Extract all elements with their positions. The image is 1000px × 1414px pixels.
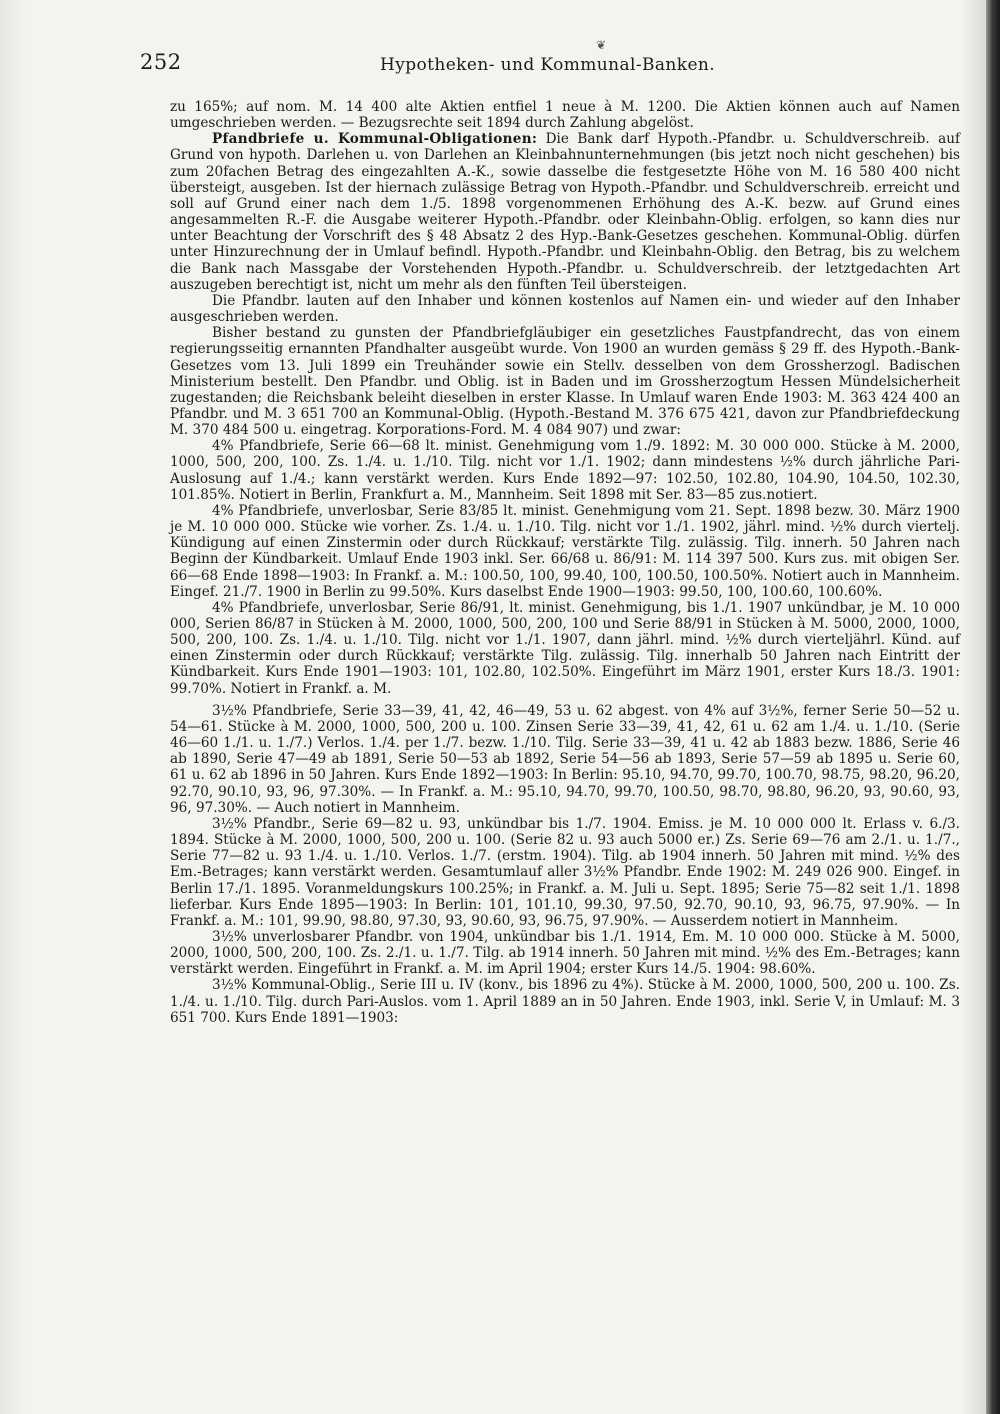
section-text: Die Bank darf Hypoth.-Pfandbr. u. Schuldverschreib. auf Grund von hypoth. Darlehen u. von Darlehen an Kleinbahnunternehmungen (bis jetzt noch nicht geschehen) bis zum 20fachen Betrag des eingezahlten A.-K., sowie dasselbe die festgesetzte Höhe von M. 16 580 400 nicht übersteigt, ausgeben. Ist der hiernach zulässige Betrag von Hypoth.-Pfandbr. und Schuldverschreib. erreicht und soll auf Grund einer nach dem 1./5. 1898 vorgenommenen Erhöhung des A.-K. bezw. auf Grund eines angesammelten R.-F. die Ausgabe weiterer Hypoth.-Pfandbr. oder Kleinbahn-Oblig. erfolgen, so kann dies nur unter Beachtung der Vorschrift des § 48 Absatz 2 des Hyp.-Bank-Gesetzes geschehen. Kommunal-Oblig. dürfen unter Hinzurechnung der in Umlauf befindl. Hypoth.-Pfandbr. und Kleinbahn-Oblig. den Betrag, bis zu welchem die Bank nach Massgabe der Vorstehenden Hypoth.-Pfandbr. u. Schuldverschreib. der letztgedachten Art auszugeben berechtigt ist, nicht um mehr als den fünften Teil übersteigen. (170, 131, 960, 293)
scan-shadow-edge (986, 0, 1000, 1414)
paragraph-3half-serie-33-62: 3½% Pfandbriefe, Serie 33—39, 41, 42, 46—49, 53 u. 62 abgest. von 4% auf 3½%, ferner Serie 50—52 u. 54—61. Stücke à M. 2000, 1000, 500, 200 u. 100. Zinsen Serie 33—39, 41, 42, 61 u. 62 am 1./4. u. 1./10. (Serie 46—60 1./1. u. 1./7.) Verlos. 1./4. per 1./7. bezw. 1./10. Tilg. Serie 33—39, 41 u. 42 ab 1883 bezw. 1886, Serie 46 ab 1890, Serie 47—49 ab 1891, Serie 50—53 ab 1892, Serie 54—56 ab 1893, Serie 57—59 ab 1895 u. Serie 60, 61 u. 62 ab 1896 in 50 Jahren. Kurs Ende 1892—1903: In Berlin: 95.10, 94.70, 99.70, 100.70, 98.75, 98.20, 96.20, 92.70, 90.10, 93, 96, 97.30%. — In Frankf. a. M.: 95.10, 94.70, 99.70, 100.50, 98.70, 98.80, 96.20, 93, 90.60, 93, 96, 97.30%. — Auch notiert in Mannheim. (170, 702, 960, 816)
paragraph-faustpfandrecht: Bisher bestand zu gunsten der Pfandbriefgläubiger ein gesetzliches Faustpfandrecht, das von einem regierungsseitig ernannten Pfandhalter ausgeübt wurde. Von 1900 an wurden gemäss § 29 ff. des Hypoth.-Bank-Gesetzes vom 13. Juli 1899 ein Treuhänder sowie ein Stellv. desselben von dem Grossherzogl. Badischen Ministerium bestellt. Den Pfandbr. und Oblig. ist in Baden und im Grossherzogtum Hessen Mündelsicherheit zugestanden; die Reichsbank beleiht dieselben in erster Klasse. In Umlauf waren Ende 1903: M. 363 424 400 an Pfandbr. und M. 3 651 700 an Kommunal-Oblig. (Hypoth.-Bestand M. 376 675 421, davon zur Pfandbriefdeckung M. 370 484 500 u. eingetrag. Korporations-Ford. M. 4 084 907) und zwar: (170, 325, 960, 439)
paragraph-intro: zu 165%; auf nom. M. 14 400 alte Aktien entfiel 1 neue à M. 1200. Die Aktien können auch auf Namen umgeschrieben werden. — Bezugsrechte seit 1894 durch Zahlung abgelöst. (170, 99, 960, 132)
running-title: Hypotheken- und Kommunal-Banken. (380, 55, 716, 75)
paragraph-inhaber: Die Pfandbr. lauten auf den Inhaber und können kostenlos auf Namen ein- und wieder auf den Inhaber ausgeschrieben werden. (170, 292, 960, 326)
page-number: 252 (140, 50, 182, 74)
ornament-icon: ❦ (596, 38, 607, 52)
page-header (140, 38, 940, 84)
paragraph-4pct-serie-83-85: 4% Pfandbriefe, unverlosbar, Serie 83/85 lt. minist. Genehmigung vom 21. Sept. 1898 bezw. 30. März 1900 je M. 10 000 000. Stücke wie vorher. Zs. 1./4. u. 1./10. Tilg. nicht vor 1./1. 1902, jährl. mind. ½% durch viertelj. Kündigung auf einen Zinstermin oder durch Rückkauf; verstärkte Tilg. zulässig. Tilg. innerh. 50 Jahren nach Beginn der Kündbarkeit. Umlauf Ende 1903 inkl. Ser. 66/68 u. 86/91: M. 114 397 500. Kurs zus. mit obigen Ser. 66—68 Ende 1898—1903: In Frankf. a. M.: 100.50, 100, 99.40, 100, 100.50, 100.50%. Notiert auch in Mannheim. Eingef. 21./7. 1900 in Berlin zu 99.50%. Kurs daselbst Ende 1900—1903: 99.50, 100, 100.60, 100.60%. (170, 502, 960, 600)
paragraph-pfandbriefe-section (170, 131, 960, 293)
body-text (170, 99, 960, 1026)
paragraph-3half-unverlosbar-1904: 3½% unverlosbarer Pfandbr. von 1904, unkündbar bis 1./1. 1914, Em. M. 10 000 000. Stücke à M. 5000, 2000, 1000, 500, 200, 100. Zs. 2./1. u. 1./7. Tilg. ab 1914 innerh. 50 Jahren mit mind. ½% des Em.-Betrages; kann verstärkt werden. Eingeführt in Frankf. a. M. im April 1904; erster Kurs 14./5. 1904: 98.60%. (170, 928, 960, 978)
section-heading: Pfandbriefe u. Kommunal-Obligationen: (212, 131, 538, 148)
paragraph-3half-serie-69-93: 3½% Pfandbr., Serie 69—82 u. 93, unkündbar bis 1./7. 1904. Emiss. je M. 10 000 000 lt. Erlass v. 6./3. 1894. Stücke à M. 2000, 1000, 500, 200 u. 100. (Serie 82 u. 93 auch 5000 er.) Zs. Serie 69—76 am 2./1. u. 1./7., Serie 77—82 u. 93 1./4. u. 1./10. Verlos. 1./7. (erstm. 1904). Tilg. ab 1904 innerh. 50 Jahren mit mind. ½% des Em.-Betrages; kann verstärkt werden. Gesamtumlauf aller 3½% Pfandbr. Ende 1902: M. 249 026 900. Eingef. in Berlin 17./1. 1895. Voranmeldungskurs 100.25%; in Frankf. a. M. Juli u. Sept. 1895; Serie 75—82 seit 1./1. 1898 lieferbar. Kurs Ende 1895—1903: In Berlin: 101, 101.10, 99.30, 97.50, 92.70, 90.10, 93, 96.75, 97.90%. — In Frankf. a. M.: 101, 99.90, 98.80, 97.30, 93, 90.60, 93, 96.75, 97.90%. — Ausserdem notiert in Mannheim. (170, 815, 960, 929)
paragraph-3half-kommunal-oblig: 3½% Kommunal-Oblig., Serie III u. IV (konv., bis 1896 zu 4%). Stücke à M. 2000, 1000, 500, 200 u. 100. Zs. 1./4. u. 1./10. Tilg. durch Pari-Auslos. vom 1. April 1889 an in 50 Jahren. Ende 1903, inkl. Serie V, in Umlauf: M. 3 651 700. Kurs Ende 1891—1903: (170, 977, 960, 1026)
paragraph-4pct-serie-66-68: 4% Pfandbriefe, Serie 66—68 lt. minist. Genehmigung vom 1./9. 1892: M. 30 000 000. Stücke à M. 2000, 1000, 500, 200, 100. Zs. 1./4. u. 1./10. Tilg. nicht vor 1./1. 1902; dann mindestens ½% durch jährliche Pari-Auslosung auf 1./4.; kann verstärkt werden. Kurs Ende 1892—97: 102.50, 102.80, 104.90, 104.50, 102.30, 101.85%. Notiert in Berlin, Frankfurt a. M., Mannheim. Seit 1898 mit Ser. 83—85 zus.notiert. (170, 438, 960, 503)
paragraph-4pct-serie-86-91: 4% Pfandbriefe, unverlosbar, Serie 86/91, lt. minist. Genehmigung, bis 1./1. 1907 unkündbar, je M. 10 000 000, Serien 86/87 in Stücken à M. 2000, 1000, 500, 200, 100 und Serie 88/91 in Stücken à M. 5000, 2000, 1000, 500, 200, 100. Zs. 1./4. u. 1./10. Tilg. nicht vor 1./1. 1907, dann jährl. mind. ½% durch vierteljährl. Künd. auf einen Zinstermin oder durch Rückkauf; verstärkte Tilg. zulässig. Tilg. innerhalb 50 Jahren nach Eintritt der Kündbarkeit. Kurs Ende 1901—1903: 101, 102.80, 102.50%. Eingeführt im März 1901, erster Kurs 18./3. 1901: 99.70%. Notiert in Frankf. a. M. (170, 599, 960, 697)
